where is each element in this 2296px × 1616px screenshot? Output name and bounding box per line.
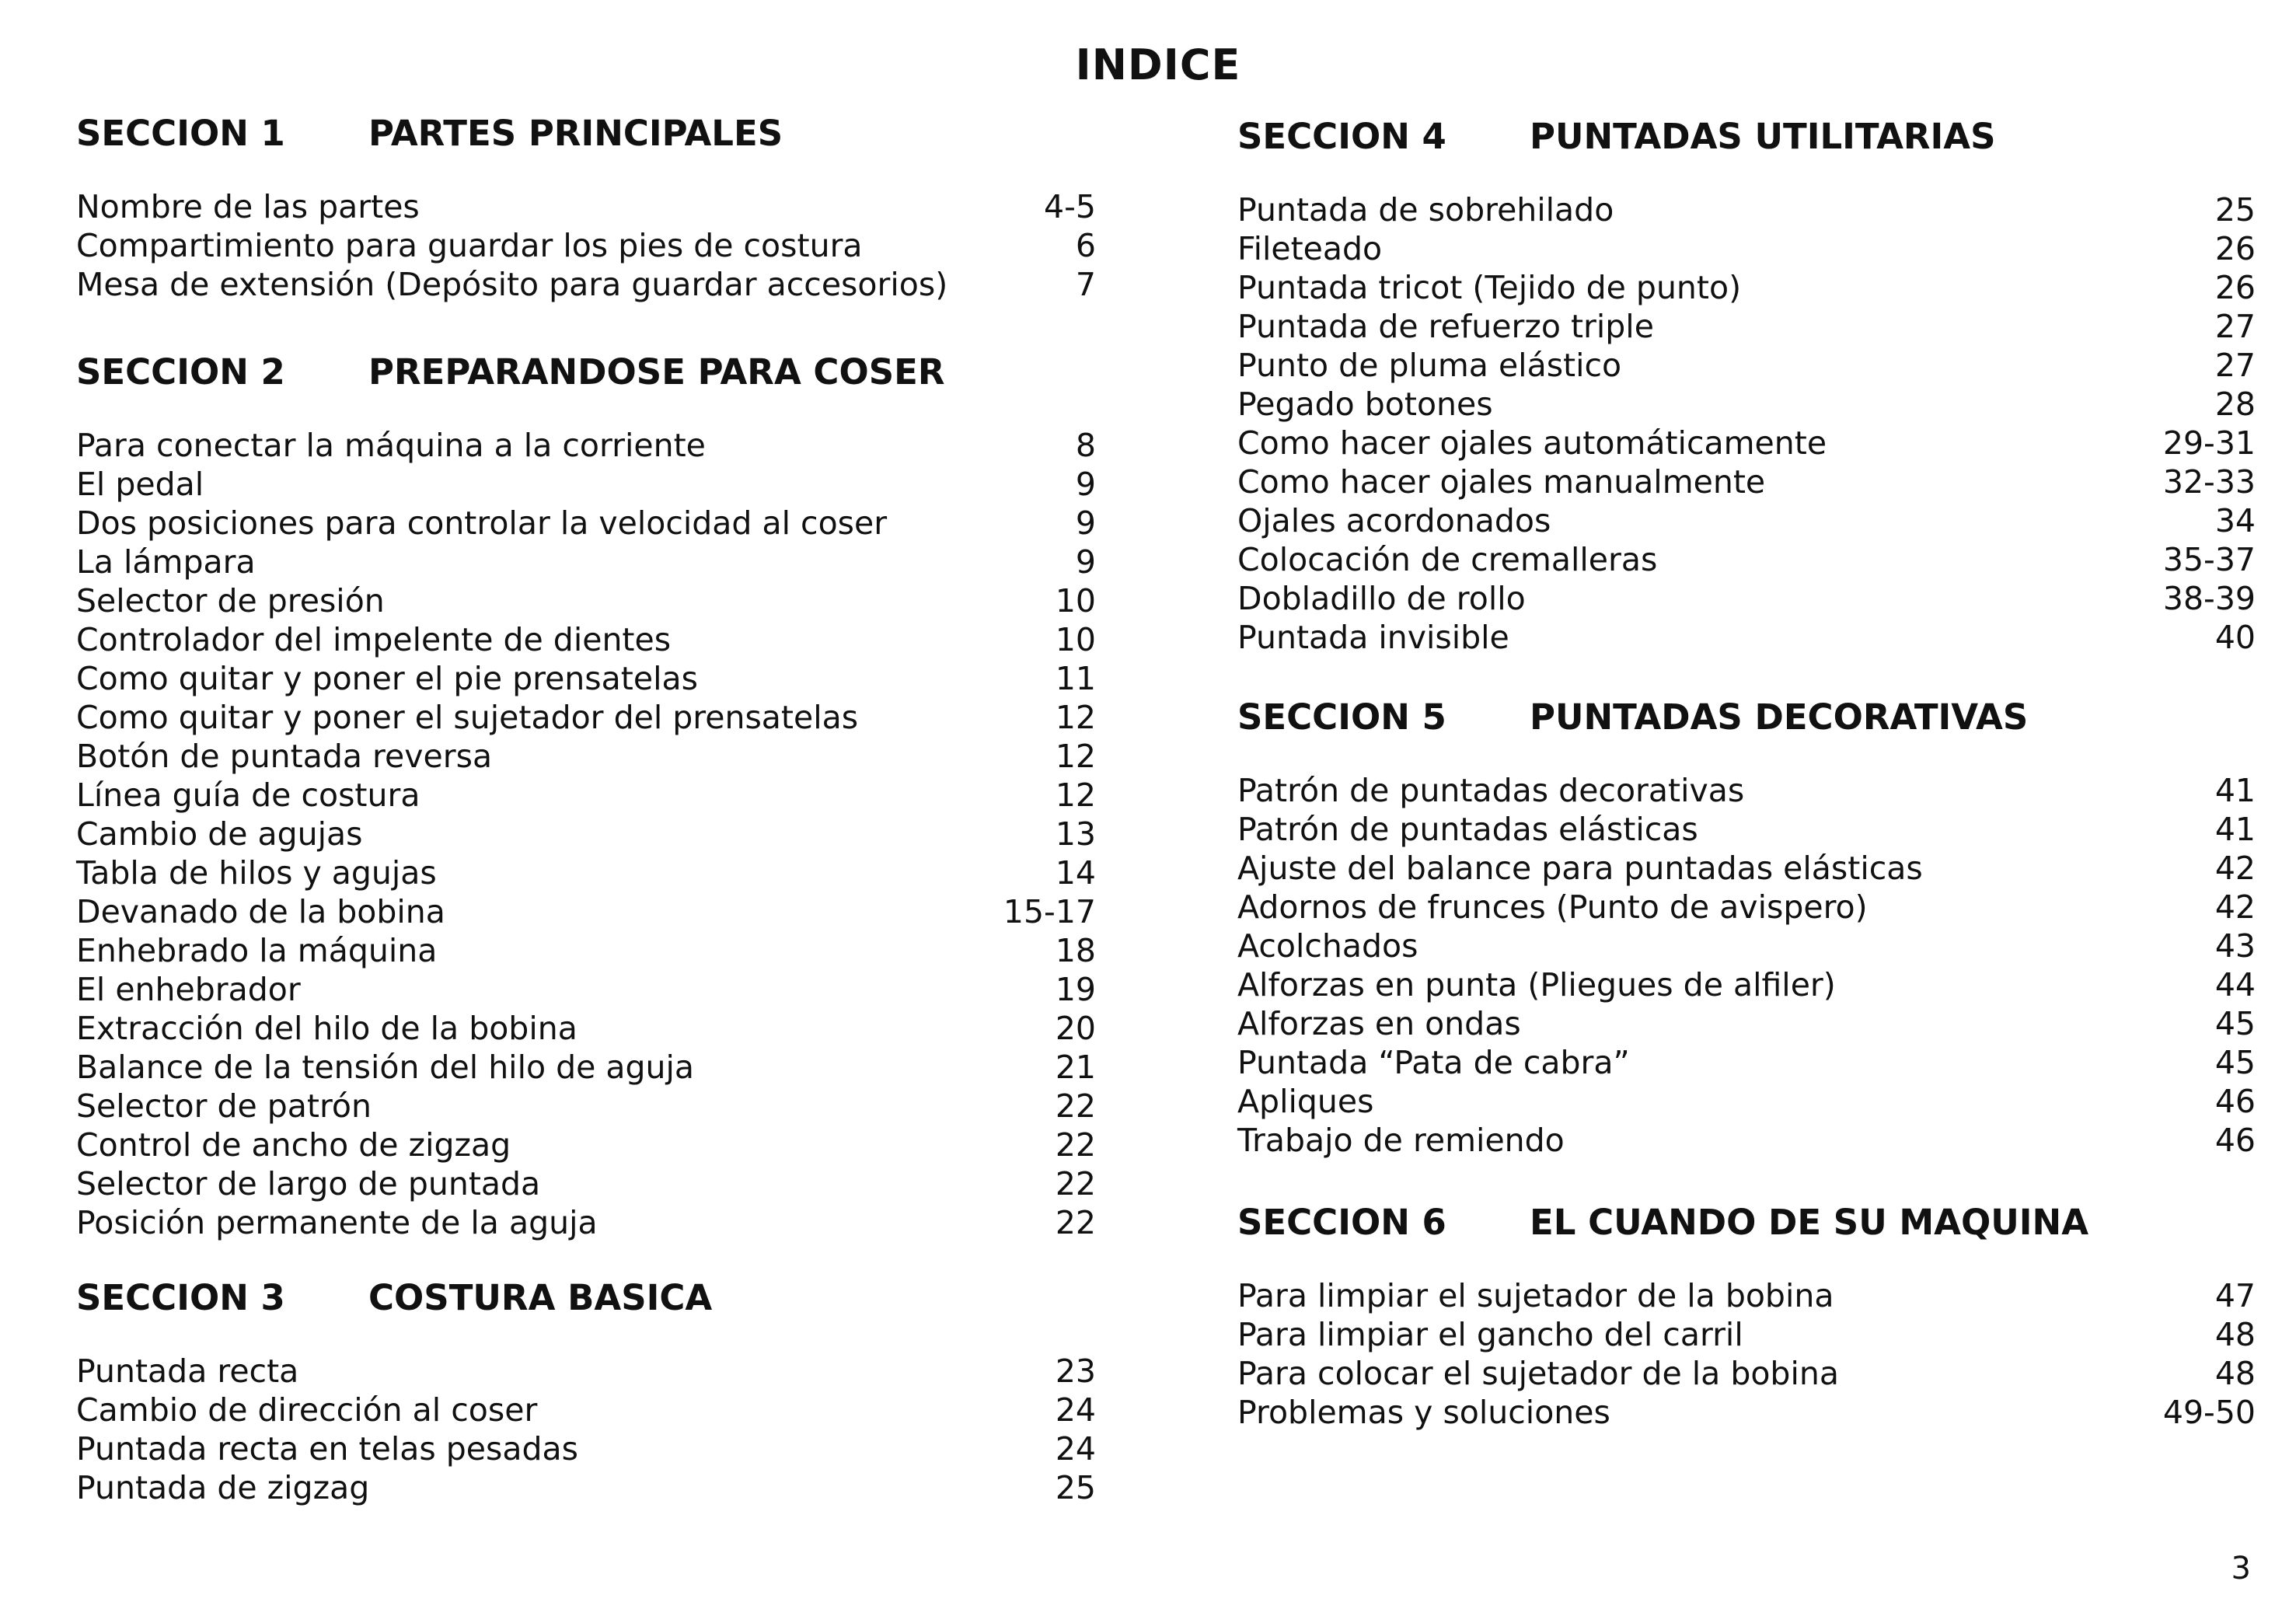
- toc-entry[interactable]: [76, 226, 1096, 265]
- section-5: [1237, 689, 2256, 1160]
- page-title: INDICE: [1075, 40, 1241, 89]
- section-number: SECCION 5: [1237, 696, 1446, 738]
- toc-entry-page: 7: [1075, 266, 1096, 303]
- toc-entry-label: Trabajo de remiendo: [1237, 1122, 1565, 1159]
- toc-entry[interactable]: [76, 698, 1096, 737]
- toc-entry-label: Selector de presión: [76, 582, 385, 620]
- section-number: SECCION 6: [1237, 1201, 1446, 1243]
- section-items: [1237, 771, 2256, 1160]
- toc-entry-label: Como hacer ojales manualmente: [1237, 463, 1766, 501]
- toc-entry[interactable]: [76, 620, 1096, 659]
- section-name: PARTES PRINCIPALES: [368, 112, 783, 154]
- section-name: PUNTADAS DECORATIVAS: [1530, 696, 2029, 738]
- section-6: [1237, 1195, 2256, 1432]
- toc-entry-label: Para conectar la máquina a la corriente: [76, 427, 706, 464]
- toc-entry[interactable]: [76, 581, 1096, 620]
- section-number: SECCION 2: [76, 351, 285, 393]
- toc-entry[interactable]: [1237, 1043, 2256, 1082]
- toc-entry-label: Posición permanente de la aguja: [76, 1204, 598, 1241]
- toc-entry-label: Para colocar el sujetador de la bobina: [1237, 1355, 1839, 1392]
- section-items: [76, 187, 1096, 304]
- toc-entry-label: Nombre de las partes: [76, 188, 420, 225]
- toc-entry[interactable]: [76, 737, 1096, 776]
- toc-entry-label: Puntada recta en telas pesadas: [76, 1430, 579, 1468]
- toc-entry-page: 15-17: [1003, 893, 1096, 930]
- toc-entry[interactable]: [1237, 810, 2256, 849]
- toc-entry-label: Tabla de hilos y agujas: [76, 854, 437, 892]
- toc-entry-page: 9: [1075, 543, 1096, 581]
- toc-entry-page: 10: [1055, 582, 1096, 620]
- toc-entry-page: 49-50: [2162, 1394, 2256, 1431]
- toc-entry[interactable]: [1237, 1276, 2256, 1315]
- toc-entry-label: Apliques: [1237, 1083, 1374, 1120]
- toc-entry[interactable]: [76, 1126, 1096, 1164]
- section-header: [1237, 689, 2256, 744]
- toc-entry[interactable]: [1237, 1082, 2256, 1121]
- section-header: [76, 106, 1096, 160]
- toc-entry-page: 20: [1055, 1010, 1096, 1047]
- toc-entry-label: Botón de puntada reversa: [76, 738, 493, 775]
- toc-entry-label: Extracción del hilo de la bobina: [76, 1010, 577, 1047]
- toc-entry-label: Compartimiento para guardar los pies de costura: [76, 227, 863, 264]
- section-name: PUNTADAS UTILITARIAS: [1530, 115, 1996, 157]
- toc-entry-page: 41: [2214, 811, 2256, 848]
- toc-entry[interactable]: [1237, 462, 2256, 501]
- toc-entry-page: 25: [2214, 191, 2256, 229]
- toc-entry-page: 45: [2214, 1044, 2256, 1081]
- section-header: [76, 1270, 1096, 1325]
- toc-entry-page: 22: [1055, 1204, 1096, 1241]
- toc-entry-page: 22: [1055, 1126, 1096, 1164]
- toc-entry-label: Puntada tricot (Tejido de punto): [1237, 269, 1742, 306]
- toc-entry[interactable]: [76, 1203, 1096, 1242]
- toc-entry-label: Devanado de la bobina: [76, 893, 445, 930]
- toc-entry-label: Selector de largo de puntada: [76, 1165, 541, 1202]
- section-header: [1237, 1195, 2256, 1249]
- toc-entry[interactable]: [76, 504, 1096, 543]
- toc-entry-page: 26: [2214, 230, 2256, 267]
- toc-entry-label: Punto de pluma elástico: [1237, 347, 1622, 384]
- toc-entry-label: Ajuste del balance para puntadas elásticas: [1237, 850, 1923, 887]
- section-4: [1237, 109, 2256, 657]
- toc-entry-label: Como quitar y poner el sujetador del prensatelas: [76, 699, 859, 736]
- section-header: [76, 344, 1096, 399]
- toc-entry-page: 28: [2214, 386, 2256, 423]
- toc-entry[interactable]: [1237, 424, 2256, 462]
- toc-entry-page: 44: [2214, 966, 2256, 1003]
- toc-entry[interactable]: [1237, 618, 2256, 657]
- toc-entry-label: Puntada recta: [76, 1352, 299, 1390]
- toc-entry-label: Alforzas en punta (Pliegues de alfiler): [1237, 966, 1836, 1003]
- toc-entry-page: 24: [1055, 1391, 1096, 1429]
- toc-entry-label: Patrón de puntadas elásticas: [1237, 811, 1698, 848]
- toc-entry[interactable]: [1237, 1004, 2256, 1043]
- toc-entry-label: El pedal: [76, 466, 204, 503]
- toc-entry-label: Línea guía de costura: [76, 777, 420, 814]
- section-number: SECCION 1: [76, 112, 285, 154]
- toc-entry[interactable]: [76, 1164, 1096, 1203]
- toc-entry-page: 9: [1075, 466, 1096, 503]
- toc-entry[interactable]: [1237, 385, 2256, 424]
- toc-entry[interactable]: [1237, 190, 2256, 229]
- toc-entry-label: Enhebrado la máquina: [76, 932, 438, 969]
- toc-entry-page: 13: [1055, 815, 1096, 853]
- toc-entry-page: 48: [2214, 1355, 2256, 1392]
- toc-entry[interactable]: [76, 1468, 1096, 1507]
- toc-entry-label: Puntada de refuerzo triple: [1237, 308, 1654, 345]
- section-number: SECCION 4: [1237, 115, 1446, 157]
- toc-entry[interactable]: [76, 659, 1096, 698]
- toc-entry-page: 11: [1055, 660, 1096, 697]
- toc-entry-label: El enhebrador: [76, 971, 301, 1008]
- toc-entry-label: Puntada de sobrehilado: [1237, 191, 1614, 229]
- toc-entry-page: 46: [2214, 1122, 2256, 1159]
- toc-entry-label: Cambio de agujas: [76, 815, 363, 853]
- toc-entry-page: 12: [1055, 738, 1096, 775]
- toc-entry-page: 12: [1055, 699, 1096, 736]
- page-number: 3: [2231, 1551, 2251, 1586]
- toc-entry-page: 27: [2214, 347, 2256, 384]
- toc-entry-page: 27: [2214, 308, 2256, 345]
- toc-entry[interactable]: [1237, 229, 2256, 268]
- toc-entry-page: 35-37: [2162, 541, 2256, 578]
- toc-entry-label: Patrón de puntadas decorativas: [1237, 772, 1745, 809]
- toc-entry-label: Dos posiciones para controlar la velocidad al coser: [76, 504, 888, 542]
- toc-entry[interactable]: [76, 265, 1096, 304]
- toc-entry[interactable]: [76, 776, 1096, 815]
- section-2: [76, 344, 1096, 1242]
- toc-entry[interactable]: [1237, 927, 2256, 965]
- toc-entry-page: 34: [2214, 502, 2256, 539]
- toc-entry-label: Selector de patrón: [76, 1087, 372, 1125]
- toc-entry[interactable]: [1237, 307, 2256, 346]
- toc-entry-page: 14: [1055, 854, 1096, 892]
- toc-entry-page: 32-33: [2162, 463, 2256, 501]
- section-items: [1237, 190, 2256, 657]
- toc-entry-page: 24: [1055, 1430, 1096, 1468]
- toc-entry[interactable]: [76, 815, 1096, 853]
- toc-entry-page: 48: [2214, 1316, 2256, 1353]
- toc-entry-page: 45: [2214, 1005, 2256, 1042]
- toc-entry-page: 10: [1055, 621, 1096, 658]
- section-3: [76, 1270, 1096, 1507]
- toc-entry-page: 29-31: [2162, 424, 2256, 462]
- toc-entry[interactable]: [76, 931, 1096, 970]
- toc-entry[interactable]: [76, 543, 1096, 581]
- toc-entry-page: 40: [2214, 619, 2256, 656]
- section-items: [76, 1352, 1096, 1507]
- toc-entry[interactable]: [76, 1391, 1096, 1429]
- toc-entry-page: 23: [1055, 1352, 1096, 1390]
- toc-entry-page: 26: [2214, 269, 2256, 306]
- toc-entry[interactable]: [76, 1429, 1096, 1468]
- toc-entry[interactable]: [1237, 1354, 2256, 1393]
- toc-entry[interactable]: [76, 853, 1096, 892]
- toc-entry-label: Mesa de extensión (Depósito para guardar accesorios): [76, 266, 948, 303]
- toc-entry[interactable]: [1237, 849, 2256, 888]
- toc-entry-label: Dobladillo de rollo: [1237, 580, 1526, 617]
- toc-entry[interactable]: [76, 426, 1096, 465]
- toc-entry-page: 43: [2214, 927, 2256, 965]
- toc-entry[interactable]: [1237, 965, 2256, 1004]
- toc-entry-label: Para limpiar el sujetador de la bobina: [1237, 1277, 1834, 1314]
- toc-entry-page: 8: [1075, 427, 1096, 464]
- toc-entry[interactable]: [1237, 1393, 2256, 1432]
- toc-entry[interactable]: [76, 970, 1096, 1009]
- toc-entry-page: 22: [1055, 1165, 1096, 1202]
- toc-entry-label: Problemas y soluciones: [1237, 1394, 1610, 1431]
- toc-entry-label: Adornos de frunces (Punto de avispero): [1237, 888, 1868, 926]
- toc-entry-label: Como quitar y poner el pie prensatelas: [76, 660, 698, 697]
- toc-entry[interactable]: [1237, 888, 2256, 927]
- section-name: COSTURA BASICA: [368, 1276, 713, 1318]
- toc-entry-label: Balance de la tensión del hilo de aguja: [76, 1049, 695, 1086]
- section-name: PREPARANDOSE PARA COSER: [368, 351, 945, 393]
- toc-entry[interactable]: [1237, 579, 2256, 618]
- section-items: [1237, 1276, 2256, 1432]
- toc-entry-label: Alforzas en ondas: [1237, 1005, 1521, 1042]
- toc-entry-page: 46: [2214, 1083, 2256, 1120]
- toc-entry-label: Como hacer ojales automáticamente: [1237, 424, 1827, 462]
- toc-entry-label: Puntada invisible: [1237, 619, 1509, 656]
- toc-entry-page: 41: [2214, 772, 2256, 809]
- toc-entry-label: Fileteado: [1237, 230, 1383, 267]
- toc-entry-page: 18: [1055, 932, 1096, 969]
- toc-entry[interactable]: [76, 187, 1096, 226]
- toc-entry-label: Puntada “Pata de cabra”: [1237, 1044, 1630, 1081]
- toc-entry-page: 6: [1075, 227, 1096, 264]
- toc-entry-page: 21: [1055, 1049, 1096, 1086]
- toc-entry-page: 47: [2214, 1277, 2256, 1314]
- toc-entry-label: Control de ancho de zigzag: [76, 1126, 511, 1164]
- toc-entry-page: 9: [1075, 504, 1096, 542]
- toc-entry[interactable]: [76, 892, 1096, 931]
- toc-entry-page: 38-39: [2162, 580, 2256, 617]
- toc-entry[interactable]: [76, 1087, 1096, 1126]
- toc-entry-label: Acolchados: [1237, 927, 1418, 965]
- toc-entry[interactable]: [76, 1048, 1096, 1087]
- toc-entry[interactable]: [1237, 1121, 2256, 1160]
- section-number: SECCION 3: [76, 1276, 285, 1318]
- section-header: [1237, 109, 2256, 163]
- toc-entry-label: Pegado botones: [1237, 386, 1493, 423]
- toc-entry-page: 12: [1055, 777, 1096, 814]
- toc-entry-label: La lámpara: [76, 543, 256, 581]
- toc-entry[interactable]: [1237, 1315, 2256, 1354]
- toc-entry-label: Controlador del impelente de dientes: [76, 621, 672, 658]
- toc-entry-label: Cambio de dirección al coser: [76, 1391, 538, 1429]
- toc-entry[interactable]: [1237, 501, 2256, 540]
- toc-entry-label: Colocación de cremalleras: [1237, 541, 1658, 578]
- toc-entry-page: 25: [1055, 1469, 1096, 1506]
- toc-entry[interactable]: [76, 1009, 1096, 1048]
- toc-entry-page: 42: [2214, 850, 2256, 887]
- toc-entry[interactable]: [76, 1352, 1096, 1391]
- toc-entry[interactable]: [1237, 268, 2256, 307]
- toc-entry-label: Para limpiar el gancho del carril: [1237, 1316, 1743, 1353]
- section-1: [76, 106, 1096, 304]
- toc-entry[interactable]: [1237, 771, 2256, 810]
- toc-entry-page: 42: [2214, 888, 2256, 926]
- toc-entry-page: 19: [1055, 971, 1096, 1008]
- toc-entry-label: Puntada de zigzag: [76, 1469, 370, 1506]
- toc-entry[interactable]: [1237, 540, 2256, 579]
- toc-entry-page: 4-5: [1044, 188, 1096, 225]
- toc-entry-page: 22: [1055, 1087, 1096, 1125]
- toc-entry-label: Ojales acordonados: [1237, 502, 1551, 539]
- toc-entry[interactable]: [76, 465, 1096, 504]
- section-name: EL CUANDO DE SU MAQUINA: [1530, 1201, 2089, 1243]
- toc-entry[interactable]: [1237, 346, 2256, 385]
- section-items: [76, 426, 1096, 1242]
